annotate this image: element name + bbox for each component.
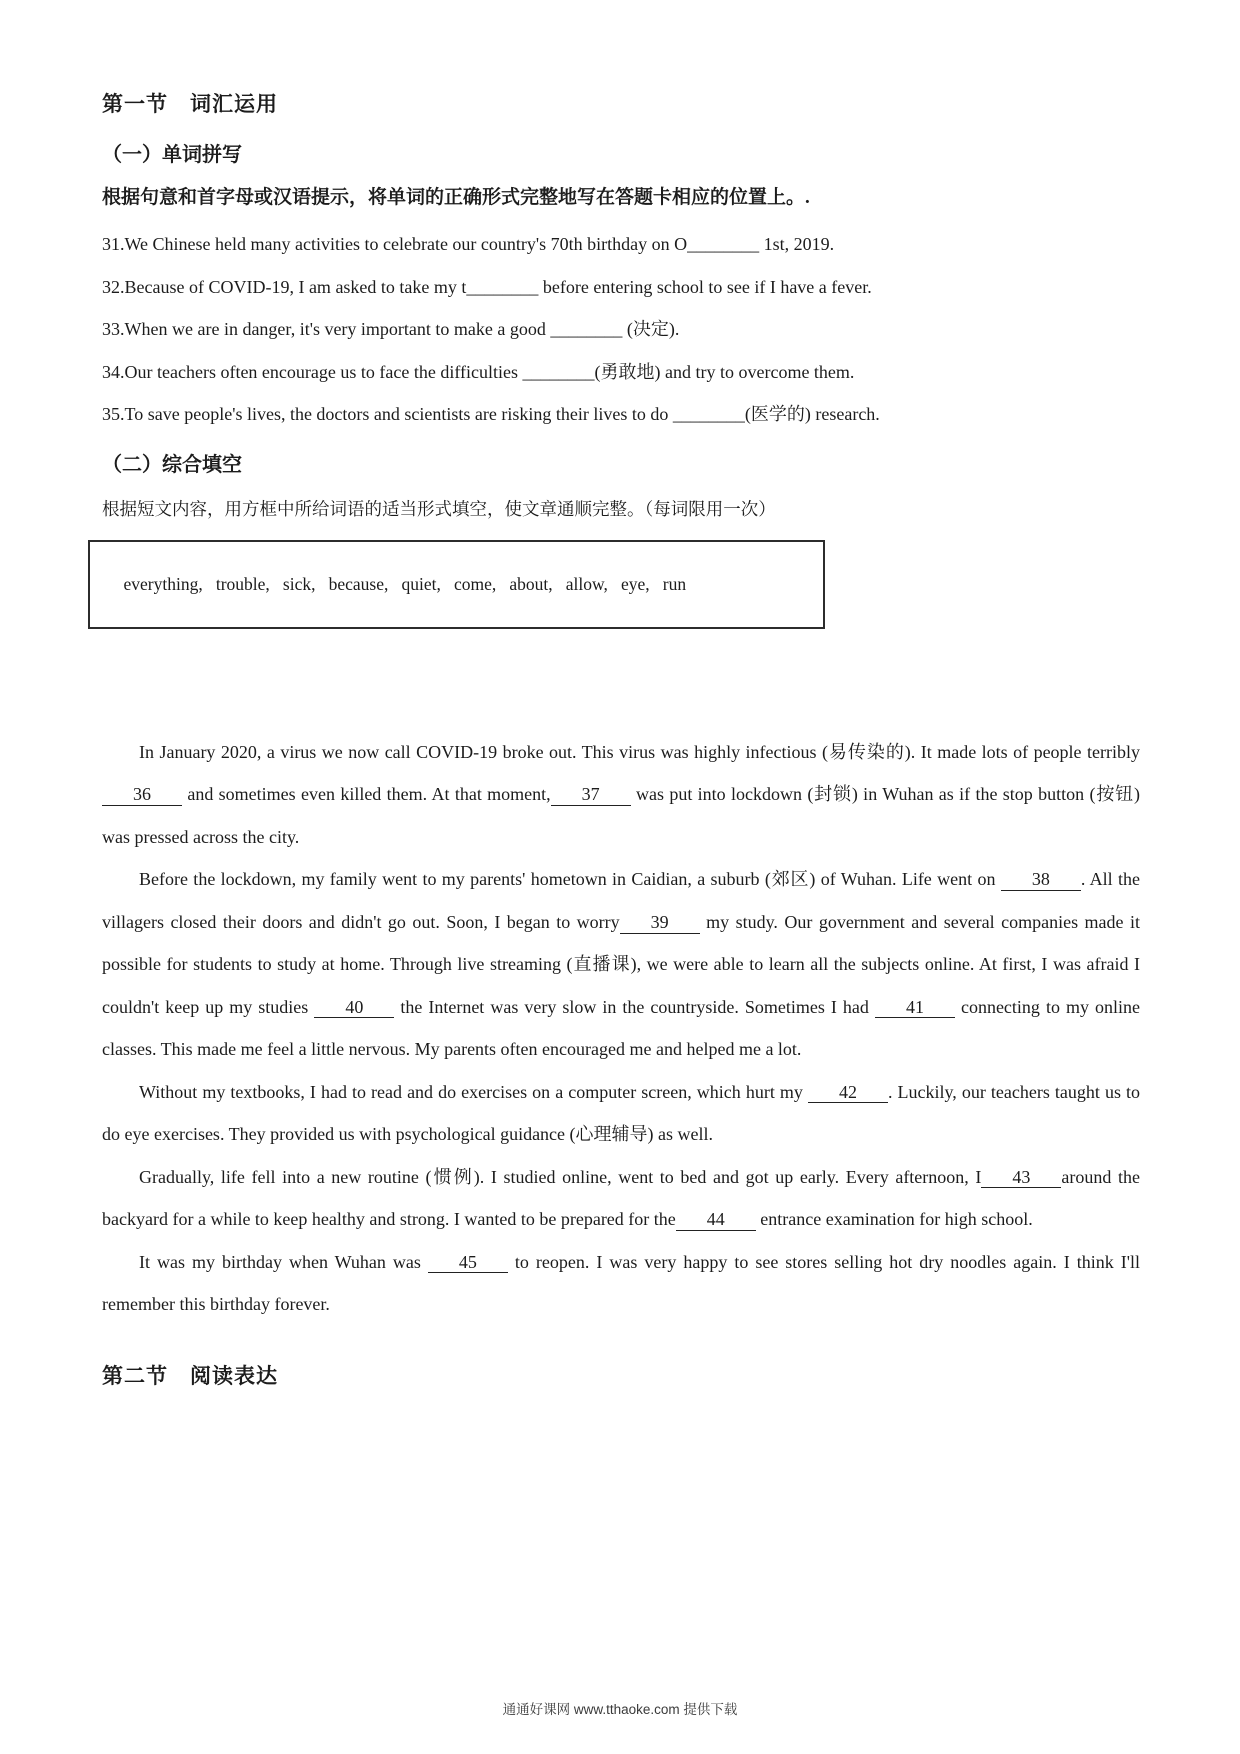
question-item: 35.To save people's lives, the doctors and scientists are risking their lives to do ________(医学的) research. <box>102 404 880 425</box>
word-bank-box <box>88 540 825 629</box>
part2-instruction: 根据短文内容，用方框中所给词语的适当形式填空，使文章通顺完整。（每词限用一次） <box>102 498 776 519</box>
passage-paragraph: It was my birthday when Wuhan was 45 to reopen. I was very happy to see stores selling hot dry noodles again. I think I'll remember this birthday forever. <box>102 1251 1140 1315</box>
cloze-passage <box>102 731 1140 1326</box>
page-footer: 通通好课网 www.tthaoke.com 提供下载 <box>502 1702 738 1717</box>
question-item: 31.We Chinese held many activities to celebrate our country's 70th birthday on O________ 1st, 2019. <box>102 234 835 255</box>
cloze-blank-39: 39 <box>620 912 700 934</box>
cloze-blank-42: 42 <box>808 1082 888 1104</box>
passage-paragraph: Gradually, life fell into a new routine (惯例). I studied online, went to bed and got up early. Every afternoon, I 43 around the backyard for a while to keep healthy and strong. I wanted to be prepared for the 44 entrance examination for high school. <box>102 1166 1140 1230</box>
part1-title: （一）单词拼写 <box>102 144 242 166</box>
part1-instruction: 根据句意和首字母或汉语提示，将单词的正确形式完整地写在答题卡相应的位置上。. <box>102 187 810 208</box>
cloze-blank-43: 43 <box>981 1167 1061 1189</box>
question-item: 33.When we are in danger, it's very important to make a good ________ (决定). <box>102 319 680 340</box>
cloze-blank-36: 36 <box>102 784 182 806</box>
word-spelling-questions <box>102 223 1140 435</box>
question-item: 34.Our teachers often encourage us to face the difficulties ________(勇敢地) and try to overcome them. <box>102 361 855 382</box>
cloze-blank-38: 38 <box>1001 869 1081 891</box>
part2-title: （二）综合填空 <box>102 453 242 476</box>
cloze-blank-44: 44 <box>676 1209 756 1231</box>
passage-paragraph: Without my textbooks, I had to read and do exercises on a computer screen, which hurt my 42 . Luckily, our teachers taught us to do eye exercises. They provided us with psychological guidance (心理辅导) as well. <box>102 1081 1141 1145</box>
cloze-blank-40: 40 <box>314 997 394 1019</box>
passage-paragraph: Before the lockdown, my family went to my parents' hometown in Caidian, a suburb (郊区) of Wuhan. Life went on 38 . All the villagers closed their doors and didn't go out. Soon, I began to worry 39 my study. Our government and several companies made it possible for students to study at home. Through live streaming (直播课), we were able to learn all the subjects online. At first, I was afraid I couldn't keep up my studies 40 the Internet was very slow in the countryside. Sometimes I had 41 connecting to my online classes. This made me feel a little nervous. My parents often encouraged me and helped me a lot. <box>102 869 1141 1060</box>
cloze-blank-45: 45 <box>428 1252 508 1274</box>
word-bank-words: everything, trouble, sick, because, quiet, come, about, allow, eye, run <box>123 573 687 594</box>
section1-title: 第一节 词汇运用 <box>102 92 278 116</box>
passage-paragraph: In January 2020, a virus we now call COVID-19 broke out. This virus was highly infectious (易传染的). It made lots of people terribly36 and sometimes even killed them. At that moment, 37 was put into lockdown (封锁) in Wuhan as if the stop button (按钮) was pressed across the city. <box>102 741 1140 847</box>
cloze-blank-41: 41 <box>875 997 955 1019</box>
cloze-blank-37: 37 <box>551 784 631 806</box>
question-item: 32.Because of COVID-19, I am asked to take my t________ before entering school to see if I have a fever. <box>102 276 872 297</box>
section2-title: 第二节 阅读表达 <box>102 1363 278 1388</box>
